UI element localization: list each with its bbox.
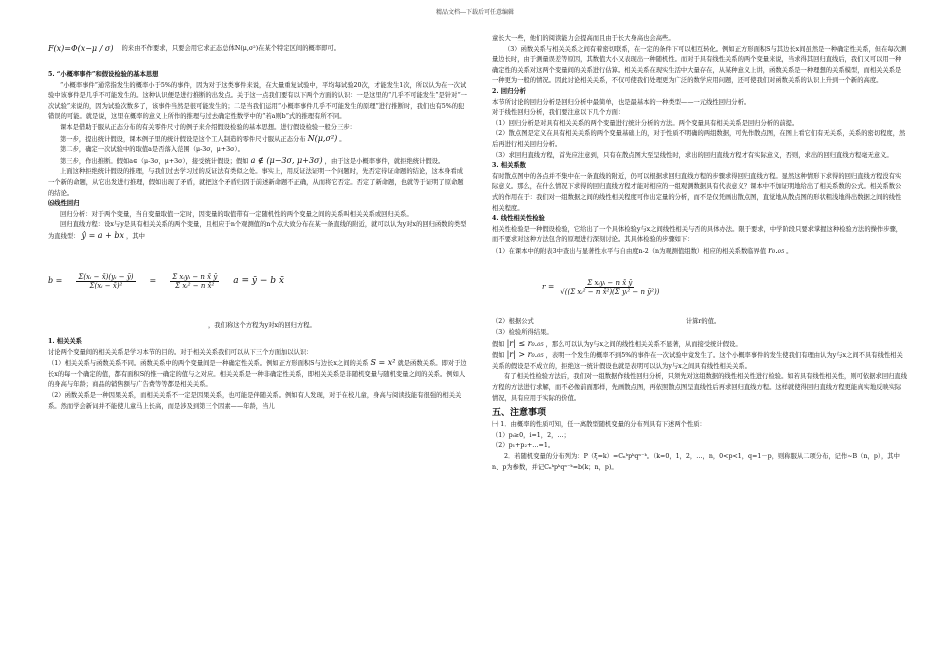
compute-r-tail: 计算r的值。 [685, 318, 721, 326]
section-6-paragraph-1: 回归分析：对于两个变量，当自变量取值一定时，因变量的取值带有一定随机性的两个变量之间的关系叫相关关系或回归关系。 [60, 210, 413, 218]
correlation-fraction [560, 279, 659, 296]
step-3-text-b: ，由于这是小概率事件，就拒绝统计假设。 [324, 157, 445, 165]
notes-paragraph-2: （1）pᵢ≥0，i=1，2，…； [492, 431, 570, 439]
regression-intro: 回归直线方程：设x与y是具有相关关系的两个变量，且相应于n个观测值的n个点大致分布在某一条直线的附近，就可以认为y对x的回归函数的类型为直线型： [48, 221, 467, 240]
section-1-paragraph-2 [48, 358, 468, 391]
regression-equation: ŷ = a + bx [81, 230, 124, 240]
critical-value-symbol: r₀.₀₅ [768, 245, 785, 255]
section-2-paragraph-3: （1）回归分析是对具有相关关系的两个变量进行统计分析的方法。两个变量具有相关关系是回归分析的前提。 [492, 119, 799, 127]
critical-value-text: （1）在课本中的附表3中查出与显著性水平与自由度n-2（n为观测值组数）相应的相关系数临界值 [492, 247, 767, 255]
section-3-title: 3. 相关系数 [492, 162, 526, 170]
regression-intro-tail: ，其中 [126, 232, 145, 240]
section-4-paragraph-5 [492, 339, 907, 351]
section-5-step-3 [48, 156, 468, 168]
right-paragraph-1: （3）函数关系与相关关系之间有着密切联系，在一定的条件下可以相互转化。例如正方形面积S与其边长x间虽然是一种确定性关系，但在每次测量边长时，由于测量误差等原因，其数值大小又表现出一种随机性。而对于具有线性关系的两个变量来说，当求得其回归直线后，我们又可以用一种确定性的关系对这两个变量间的关系进行估算。相关关系在现实生活中大量存在，从某种意义上讲，函数关系是一种理想的关系模型，而相关关系是一种更为一般的情况。因此讨论相关关系，不仅可使我们处理更为广泛的数学应用问题，还可使我们对函数关系的认识上升到一个新的高度。 [492, 45, 907, 85]
section-3-paragraph-1: 有时散点图中的各点并不集中在一条直线的附近，仍可以根据求回归直线方程的步骤求得回归直线方程。显然这种情形下求得的回归直线方程没有实际意义。那么，在什么情况下求得的回归直线方程才能对相应的一组观测数据具有代表意义？课本中不加证明地给出了相关系数的公式。相关系数公式的作用在于：我们对一组数据之间的线性相关程度可作出定量的分析，而不是仅凭画出散点图，直觉地从散点图的形状粗浅地得出数据之间的线性相关程度。 [492, 172, 902, 212]
section-4-paragraph-7: 有了相关性检验方法后，我们对一组数据作线性回归分析，只须先对这组数据的线性相关性进行检验。如若具有线性相关性，则可依据求回归直线方程的方法进行求解，而不必像前面那样，先画散点图，再依照散点图呈直线性后再求回归直线方程。这样就使得回归直线方程更能真实地反映实际情况，具有应用于实际的价值。 [492, 373, 907, 402]
step-1-tail: 。 [339, 135, 346, 143]
correlation-label: r = [542, 282, 555, 292]
f-formula-line [48, 34, 468, 64]
section-6-paragraph-2 [48, 220, 468, 242]
section-1-paragraph-1: 讨论两个变量间的相关关系是学习本节的目的。对于相关关系我们可以从下三个方面加以认识： [48, 348, 313, 356]
notes-title: 五、注意事项 [492, 408, 547, 419]
section-6-title: ⑹线性回归 [48, 200, 80, 208]
section-4-paragraph-4: （3）检验所得结果。 [492, 329, 553, 337]
section-1-paragraph-2-text: （1）相关关系与函数关系不同。函数关系中的两个变量间是一种确定性关系。例如正方形面积S与边长x之间的关系 [48, 360, 369, 368]
case-1-formula: |r| ≤ r₀.₀₅ [506, 338, 544, 348]
section-4-paragraph-3 [492, 317, 907, 328]
compute-r-text: （2）根据公式 [492, 318, 534, 326]
slope-fraction-1 [76, 273, 135, 290]
section-2-title: 2. 回归分析 [492, 87, 526, 95]
area-formula: S = x² [370, 358, 396, 368]
case-2-text: ，表明一个发生的概率不到5%的事件在一次试验中竟发生了。这个小概率事件的发生使我们有理由认为y与x之间不具有线性相关关系的假设是不成立的，拒绝这一统计假设也就是表明可以认为y与x之间具有线性相关关系。 [492, 352, 903, 370]
correlation-denominator: √((Σ xᵢ² − n x̄²)(Σ yᵢ² − n ȳ²)) [560, 287, 660, 296]
section-2-paragraph-4: （2）散点图是定义在具有相关关系的两个变量基础上的，对于性质不明确的两组数据，可先作散点图，在图上看它们有无关系，关系的密切程度，然后再进行相关回归分析。 [492, 130, 906, 148]
section-5-paragraph-1: “小概率事件”通常指发生的概率小于5%的事件，因为对于这类事件来说，在大量重复试验中，平均每试验20次，才能发生1次，所以认为在一次试验中该事件是几乎不可能发生的。这种认识便是进行推断的出发点。关于这一点我们要有以下两个方面的认识：一是这里的“几乎不可能发生”是针对“一次试验”来说的，因为试验次数多了，该事件当然是很可能发生的；二是当我们运用“小概率事件几乎不可能发生的原理”进行推断时，我们也有5%的犯错误的可能。就是说，这里在概率的意义上所作的推理与过去确定性数学中的“若a则b”式的推理有所不同。 [48, 81, 467, 121]
page-header: 精品文档---下载后可任意编辑 [435, 9, 515, 16]
section-4-paragraph-6 [492, 350, 907, 372]
step-1-formula: N(μ,σ²) [307, 133, 338, 143]
section-1-paragraph-2-tail: 就是函数关系。即对于边长x的每一个确定的值，都有面积S的惟一确定的值与之对应。相关关系是一种非确定性关系，即相关关系是非随机变量与随机变量之间的关系。例如人的身高与年龄；商品的销售额与广告费等等都是相关关系。 [48, 360, 467, 389]
slope-denominator-1: Σ(xᵢ − x̄)² [89, 282, 123, 290]
section-5-step-1 [48, 134, 468, 146]
section-4-paragraph-2 [492, 246, 907, 258]
right-column [492, 34, 907, 473]
slope-fraction-2 [170, 273, 219, 290]
case-1-prefix: 假如 [492, 340, 505, 348]
section-5-step-2: 第二步，确定一次试验中的取值a是否落入范围（μ-3σ，μ+3σ）。 [60, 146, 244, 154]
slope-equals: = [149, 276, 157, 286]
f-formula: F(x)=Φ(x−μ / σ) [48, 43, 114, 53]
section-1-title: 1. 相关关系 [48, 338, 82, 346]
notes-paragraph-3: （2）p₁+p₂+…=1。 [492, 442, 555, 450]
intercept-formula: a = ȳ − b x̄ [233, 276, 284, 287]
slope-numerator-2: Σ xᵢyᵢ − n x̄ ȳ [172, 273, 218, 281]
section-2-paragraph-2: 对于线性回归分析，我们要注意以下几个方面： [492, 109, 625, 117]
notes-paragraph-4: 2．若随机变量的分布列为：P（ξ=k）=Cₙᵏpᵏqⁿ⁻ᵏ。（k=0，1，2，…，n，0<p<1，q=1－p，则称服从二项分布，记作~B（n，p），其中n、p为参数，并记Cₙᵏpᵏqⁿ⁻ᵏ=b(k；n，p)。 [492, 453, 900, 471]
step-1-text: 第一步，提出统计假设，课本例子里的统计假设是这个工人制造的零件尺寸服从正态分布 [60, 135, 306, 143]
section-2-paragraph-1: 本节所讨论的回归分析是回归分析中最简单，也是最基本的一种类型——一元线性回归分析。 [492, 98, 751, 106]
correlation-numerator: Σ xᵢyᵢ − n x̄ ȳ [587, 278, 633, 287]
section-5-paragraph-3: 上面这种拒绝统计假设的推理，与我们过去学习过的反证法有类似之处。事实上，用反证法证明一个问题时，先否定待证命题的结论，这本身看成一个新的命题，从它出发进行推理，假如出现了矛盾，就把这个矛盾归因于前述新命题不正确，从而将它否定。否定了新命题，也就等于证明了原命题的结论。 [48, 168, 464, 197]
case-2-formula: |r| > r₀.₀₅ [506, 350, 544, 360]
slope-numerator-1: Σ(xᵢ − x̄)(yᵢ − ȳ) [78, 273, 134, 281]
section-2-paragraph-5: （3）求回归直线方程，首先应注意到，只有在散点图大至呈线性时，求出的回归直线方程才有实际意义，否则，求出的回归直线方程毫无意义。 [492, 151, 893, 159]
section-1-paragraph-3: （2）函数关系是一种因果关系，而相关关系不一定是因果关系，也可能是伴随关系。例如有人发现，对于在校儿童，身高与阅读技能有很强的相关关系。然而学会新词并不能使儿童马上长高，而是涉及到第三个因素——年龄，当儿 [48, 392, 462, 410]
slope-denominator-2: Σ xᵢ² − n x̄² [175, 282, 215, 290]
slope-label: b = [48, 276, 63, 286]
section-4-title: 4. 线性相关性检验 [492, 215, 545, 223]
right-paragraph-0: 童长大一些，他们的阅读能力会提高而且由于长大身高也会高些。 [492, 35, 675, 42]
section-5-paragraph-2: 课本是借助于服从正态分布的有关零件尺寸的例子来介绍假设检验的基本思想。进行假设检验一般分三步： [60, 123, 356, 131]
notes-paragraph-1: ㈠ 1．由概率的性质可知，任一离散型随机变量的分布列具有下述两个性质： [492, 421, 706, 429]
correlation-formula-block [542, 257, 907, 317]
step-3-formula: a ∉ (μ−3σ, μ+3σ) [250, 155, 323, 165]
regression-definition: ，我们称这个方程为y对x的回归方程。 [208, 321, 316, 329]
section-4-paragraph-1: 相关性检验是一种假设检验，它给出了一个具体检验y与x之间线性相关与否的具体办法。限于要求，中学阶段只要求掌握这种检验方法的操作步骤，而不要求对这种方法包含的原理进行深刻讨论。其具体检验的步骤如下： [492, 225, 903, 244]
f-formula-tail: 的来由不作要求，只要会用它求正态总体N(μ,σ²)在某个特定区间的概率即可。 [121, 44, 341, 52]
step-3-text-a: 第三步，作出推断。假如a∈（μ-3σ，μ+3σ），接受统计假设；假如 [60, 157, 249, 165]
slope-formula-block [48, 243, 468, 321]
left-column [48, 34, 468, 412]
critical-value-tail: 。 [786, 247, 793, 255]
case-2-prefix: 假如 [492, 352, 505, 360]
section-5-title: 5. “小概率事件”和假设检验的基本思想 [48, 71, 159, 78]
case-1-text: ，那么可以认为y与x之间的线性相关关系不显著，从而接受统计假设。 [545, 340, 742, 348]
